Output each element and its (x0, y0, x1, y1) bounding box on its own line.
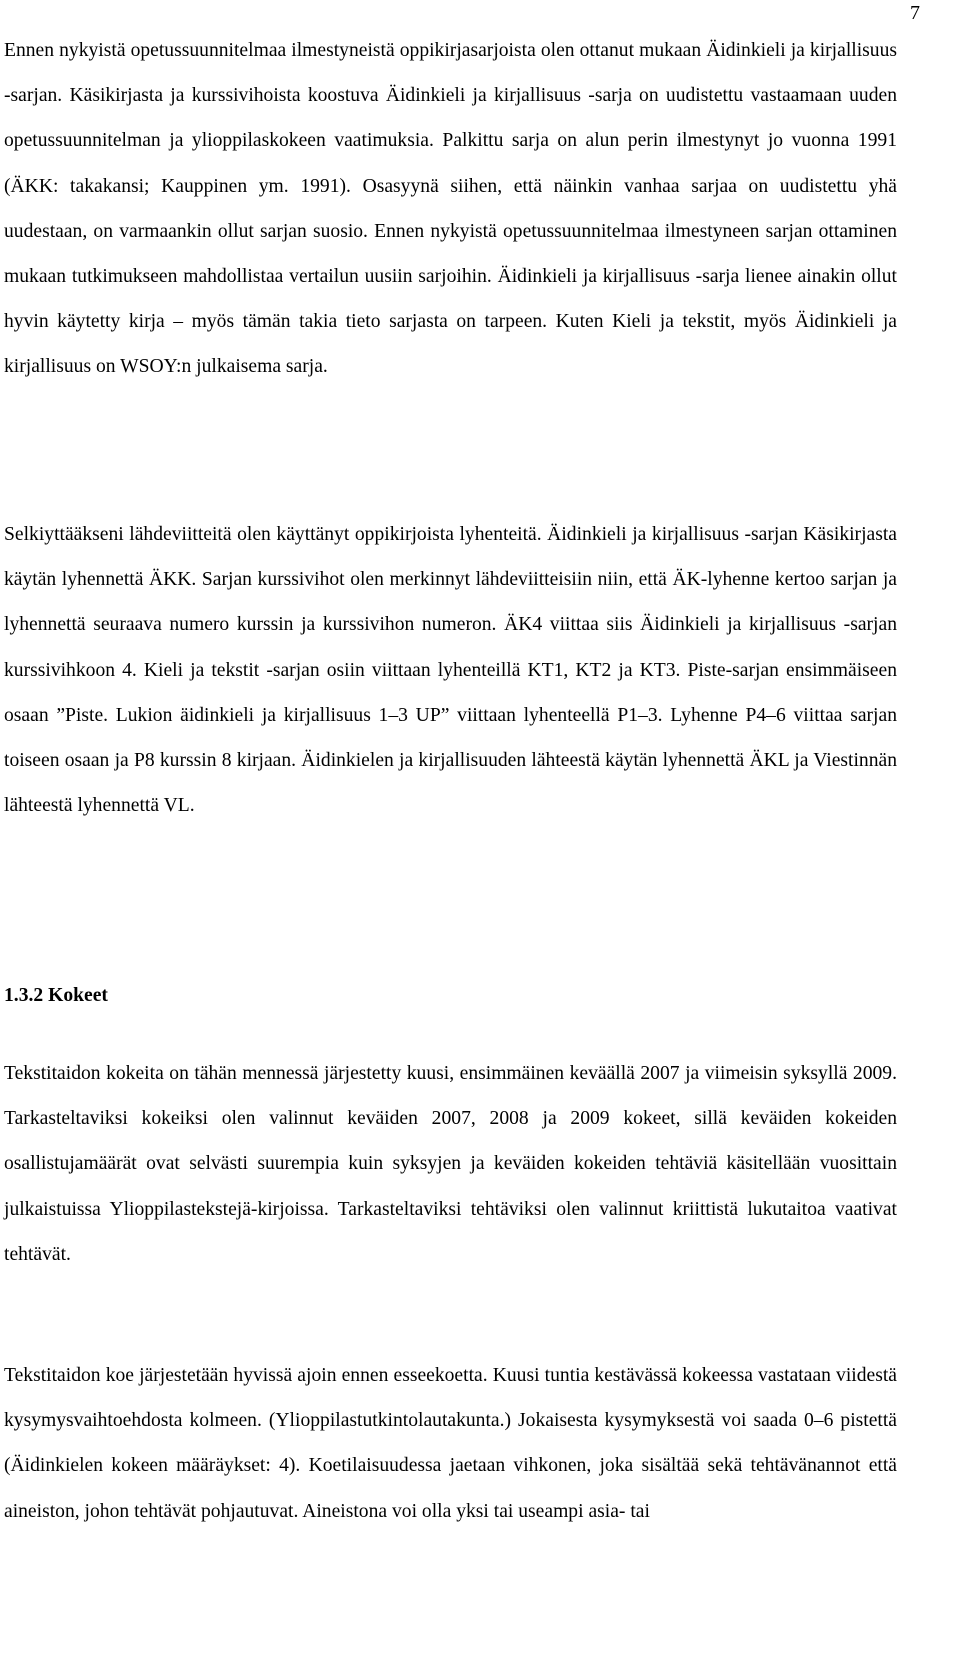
section-heading: 1.3.2 Kokeet (4, 985, 108, 1006)
page-number: 7 (910, 2, 920, 24)
paragraph-textbook-series: Ennen nykyistä opetussuunnitelmaa ilmestyneistä oppikirjasarjoista olen ottanut mukaan Äidinkieli ja kirjallisuus -sarjan. Käsikirjasta ja kurssivihoista koostuva Äidinkieli ja kirjallisuus -sarja on uudistettu vastaamaan uuden opetussuunnitelman ja ylioppilaskokeen vaatimuksia. Palkittu sarja on alun perin ilmestynyt jo vuonna 1991 (ÄKK: takakansi; Kauppinen ym. 1991). Osasyynä siihen, että näinkin vanhaa sarjaa on uudistettu yhä uudestaan, on varmaankin ollut sarjan suosio. Ennen nykyistä opetussuunnitelmaa ilmestyneen sarjan ottaminen mukaan tutkimukseen mahdollistaa vertailun uusiin sarjoihin. Äidinkieli ja kirjallisuus -sarja lienee ainakin ollut hyvin käytetty kirja – myös tämän takia tieto sarjasta on tarpeen. Kuten Kieli ja tekstit, myös Äidinkieli ja kirjallisuus on WSOY:n julkaisema sarja. (4, 40, 897, 378)
paragraph-abbreviations: Selkiyttääkseni lähdeviitteitä olen käyttänyt oppikirjoista lyhenteitä. Äidinkieli ja kirjallisuus -sarjan Käsikirjasta käytän lyhennettä ÄKK. Sarjan kurssivihot olen merkinnyt lähdeviitteisiin niin, että ÄK-lyhenne kertoo sarjan ja lyhennettä seuraava numero kurssin ja kurssivihon numeron. ÄK4 viittaa siis Äidinkieli ja kirjallisuus -sarjan kurssivihkoon 4. Kieli ja tekstit -sarjan osiin viittaan lyhenteillä KT1, KT2 ja KT3. Piste-sarjan ensimmäiseen osaan ”Piste. Lukion äidinkieli ja kirjallisuus 1–3 UP” viittaan lyhenteellä P1–3. Lyhenne P4–6 viittaa sarjan toiseen osaan ja P8 kurssin 8 kirjaan. Äidinkielen ja kirjallisuuden lähteestä käytän lyhennettä ÄKL ja Viestinnän lähteestä lyhennettä VL. (4, 524, 897, 817)
paragraph-exam-format: Tekstitaidon koe järjestetään hyvissä ajoin ennen esseekoetta. Kuusi tuntia kestävässä kokeessa vastataan viidestä kysymysvaihtoehdosta kolmeen. (Ylioppilastutkintolautakunta.) Jokaisesta kysymyksestä voi saada 0–6 pistettä (Äidinkielen kokeen määräykset: 4). Koetilaisuudessa jaetaan vihkonen, joka sisältää sekä tehtävänannot että aineiston, johon tehtävät pohjautuvat. Aineistona voi olla yksi tai useampi asia- tai (4, 1365, 897, 1522)
paragraph-exams-selection: Tekstitaidon kokeita on tähän mennessä järjestetty kuusi, ensimmäinen keväällä 2007 ja viimeisin syksyllä 2009. Tarkasteltaviksi kokeiksi olen valinnut keväiden 2007, 2008 ja 2009 kokeet, sillä keväiden kokeiden osallistujamäärät ovat selvästi suurempia kuin syksyjen ja keväiden kokeiden tehtäviä käsitellään vuosittain julkaistuissa Ylioppilastekstejä-kirjoissa. Tarkasteltaviksi tehtäviksi olen valinnut kriittistä lukutaitoa vaativat tehtävät. (4, 1063, 897, 1265)
